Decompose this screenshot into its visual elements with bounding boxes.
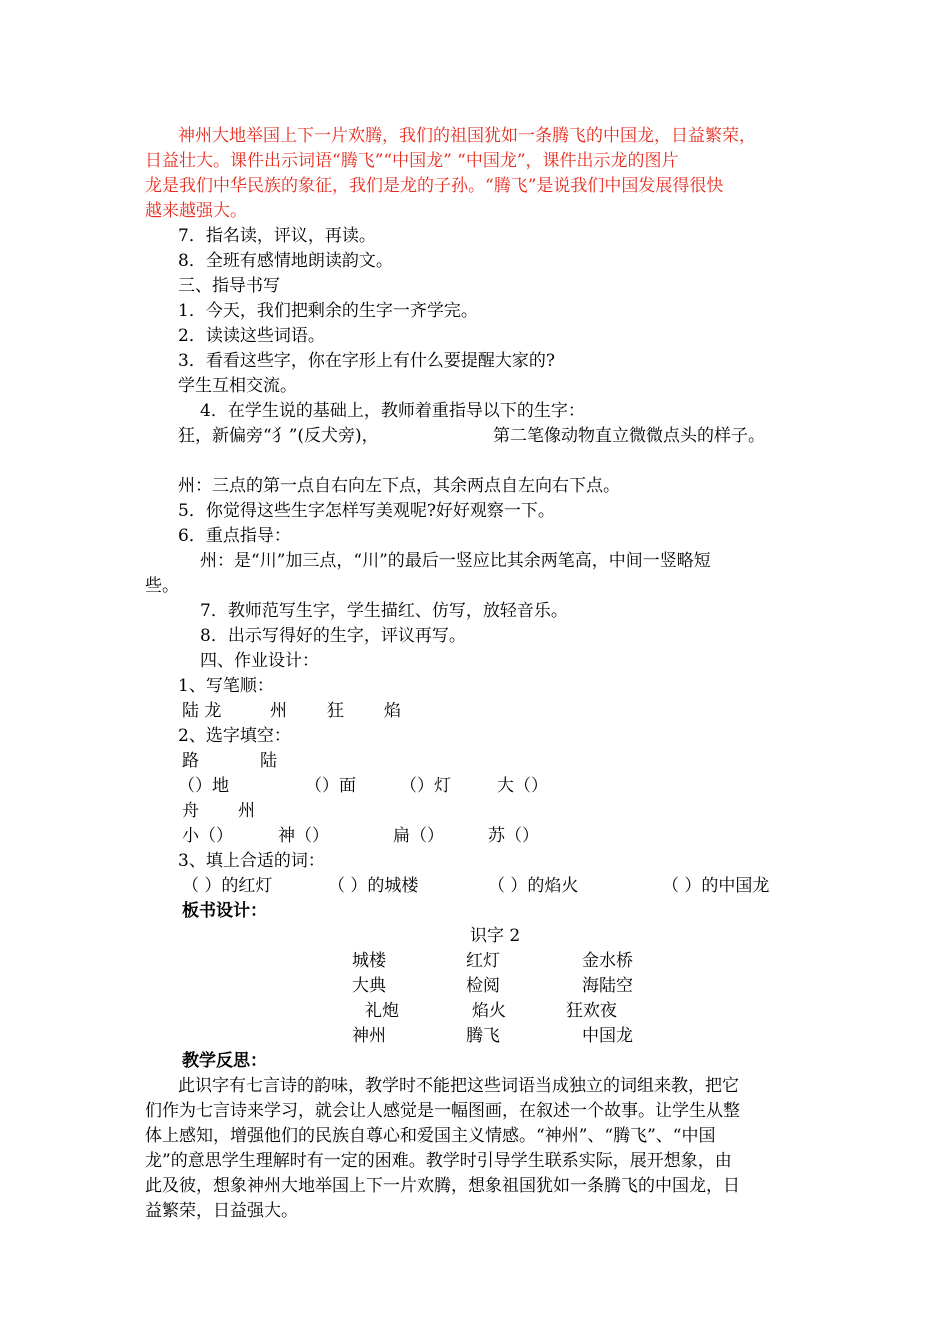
intro-line-1: 神州大地举国上下一片欢腾，我们的祖国犹如一条腾飞的中国龙，日益繁荣， [178, 126, 756, 146]
reflection-line: 此识字有七言诗的韵味，教学时不能把这些词语当成独立的词组来教，把它 [178, 1076, 739, 1096]
board-heading: 板书设计： [182, 901, 267, 921]
board-word: 金水桥 [582, 951, 633, 971]
q2-blank: （）地 [178, 776, 229, 796]
board-word: 狂欢夜 [566, 1001, 617, 1021]
q2-blank: 神（） [278, 826, 329, 846]
q2-option: 州 [238, 801, 255, 821]
section3-point-5: 5．你觉得这些生字怎样写美观呢?好好观察一下。 [178, 501, 555, 521]
intro-line-2: 日益壮大。课件出示词语“腾飞”“中国龙” “中国龙”，课件出示龙的图片 [145, 151, 679, 171]
section3-point-4: 4．在学生说的基础上，教师着重指导以下的生字： [200, 401, 585, 421]
q2-blank: 大（） [497, 776, 548, 796]
board-word: 红灯 [466, 951, 500, 971]
section3-point-8: 8．出示写得好的生字，评议再写。 [200, 626, 466, 646]
q2-blank: 小（） [182, 826, 233, 846]
section4-heading: 四、作业设计： [200, 651, 319, 671]
q2-blank: 扁（） [393, 826, 444, 846]
section3-point-6b: 些。 [145, 576, 179, 596]
intro-line-4: 越来越强大。 [145, 201, 247, 221]
step-7: 7．指名读，评议，再读。 [178, 226, 376, 246]
board-word: 城楼 [352, 951, 386, 971]
section3-point-6: 6．重点指导： [178, 526, 291, 546]
reflection-line: 们作为七言诗来学习，就会让人感觉是一幅图画，在叙述一个故事。让学生从整 [145, 1101, 740, 1121]
homework-q3: 3、填上合适的词： [178, 851, 325, 871]
step-8: 8．全班有感情地朗读韵文。 [178, 251, 393, 271]
section3-point-7: 7．教师范写生字，学生描红、仿写，放轻音乐。 [200, 601, 568, 621]
board-word: 礼炮 [365, 1001, 399, 1021]
q2-blank: （）面 [305, 776, 356, 796]
q2-option: 路 [182, 751, 199, 771]
section3-point-2: 2．读读这些词语。 [178, 326, 325, 346]
q3-blank: （ ）的焰火 [488, 876, 579, 896]
q2-option: 舟 [182, 801, 199, 821]
board-word: 检阅 [466, 976, 500, 996]
reflection-line: 益繁荣，日益强大。 [145, 1201, 298, 1221]
section3-point-1: 1．今天，我们把剩余的生字一齐学完。 [178, 301, 478, 321]
section3-point-3b: 学生互相交流。 [178, 376, 297, 396]
board-word: 焰火 [472, 1001, 506, 1021]
board-word: 腾飞 [466, 1026, 500, 1046]
board-word: 海陆空 [582, 976, 633, 996]
q2-blank: 苏（） [488, 826, 539, 846]
board-word: 神州 [352, 1026, 386, 1046]
q1-char: 焰 [384, 701, 401, 721]
section3-heading: 三、指导书写 [178, 276, 280, 296]
q2-blank: （）灯 [400, 776, 451, 796]
board-title: 识字 2 [470, 926, 521, 946]
homework-q2: 2、选字填空： [178, 726, 291, 746]
q1-char: 狂 [327, 701, 344, 721]
q3-blank: （ ）的城楼 [328, 876, 419, 896]
q3-blank: （ ）的中国龙 [662, 876, 770, 896]
board-word: 大典 [352, 976, 386, 996]
homework-q1: 1、写笔顺： [178, 676, 274, 696]
reflection-heading: 教学反思： [182, 1051, 267, 1071]
kuang-note-b: 第二笔像动物直立微微点头的样子。 [493, 426, 765, 446]
reflection-line: 龙”的意思学生理解时有一定的困难。教学时引导学生联系实际，展开想象，由 [145, 1151, 732, 1171]
reflection-line: 体上感知，增强他们的民族自尊心和爱国主义情感。“神州”、“腾飞”、“中国 [145, 1126, 716, 1146]
section3-point-6a: 州：是“川”加三点，“川”的最后一竖应比其余两笔高，中间一竖略短 [200, 551, 711, 571]
kuang-note-a: 狂，新偏旁“犭”(反犬旁)， [178, 426, 379, 446]
reflection-line: 此及彼，想象神州大地举国上下一片欢腾，想象祖国犹如一条腾飞的中国龙，日 [145, 1176, 740, 1196]
intro-line-3: 龙是我们中华民族的象征，我们是龙的子孙。“腾飞”是说我们中国发展得很快 [145, 176, 724, 196]
section3-point-3: 3．看看这些字，你在字形上有什么要提醒大家的? [178, 351, 555, 371]
board-word: 中国龙 [582, 1026, 633, 1046]
q1-char: 陆 龙 [182, 701, 222, 721]
q1-char: 州 [270, 701, 287, 721]
zhou-note: 州：三点的第一点自右向左下点，其余两点自左向右下点。 [178, 476, 620, 496]
q3-blank: （ ）的红灯 [182, 876, 273, 896]
q2-option: 陆 [260, 751, 277, 771]
